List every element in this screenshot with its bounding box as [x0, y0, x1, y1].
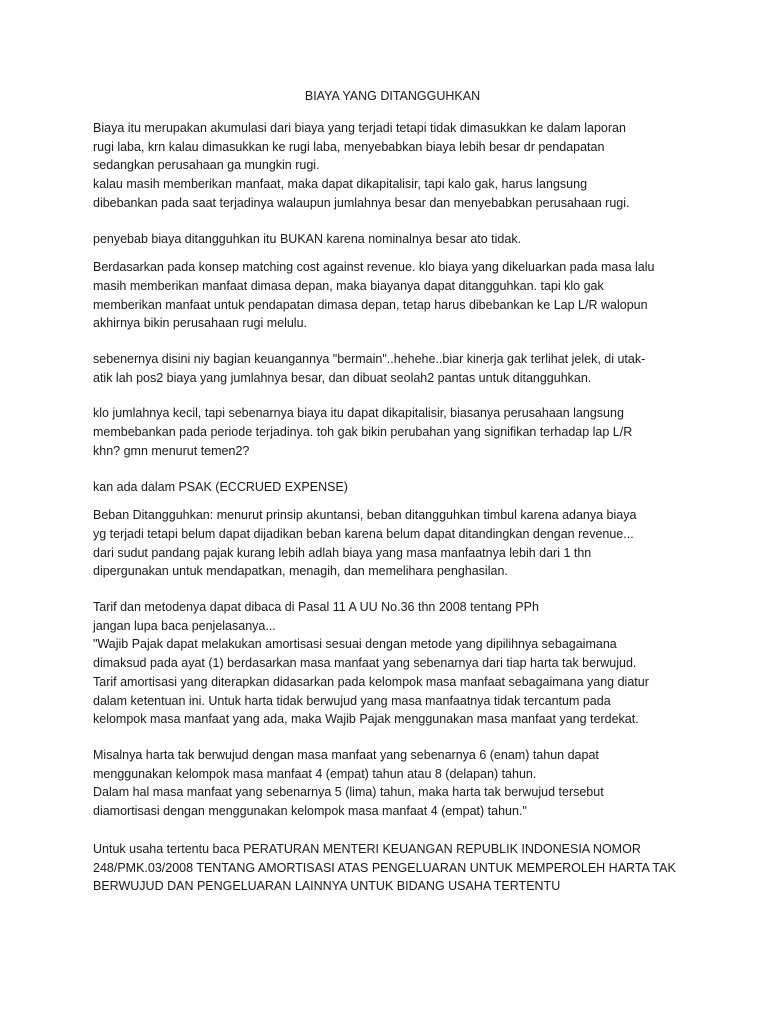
text-line: penyebab biaya ditangguhkan itu BUKAN karena nominalnya besar ato tidak.: [93, 231, 522, 246]
paragraph-psak: [93, 478, 672, 497]
text-line: yg terjadi tetapi belum dapat dijadikan beban karena belum dapat ditandingkan dengan revenue...: [93, 526, 634, 541]
text-line: klo jumlahnya kecil, tapi sebenarnya biaya itu dapat dikapitalisir, biasanya perusahaan langsung: [93, 406, 624, 421]
text-line: sebenernya disini niy bagian keuangannya "bermain"..hehehe..biar kinerja gak terlihat jelek, di utak-: [93, 352, 646, 367]
text-line: rugi laba, krn kalau dimasukkan ke rugi laba, menyebabkan biaya lebih besar dr pendapatan: [93, 139, 605, 154]
text-line: dibebankan pada saat terjadinya walaupun jumlahnya besar dan menyebabkan perusahaan rugi.: [93, 195, 630, 210]
text-line: Tarif dan metodenya dapat dibaca di Pasal 11 A UU No.36 thn 2008 tentang PPh: [93, 600, 539, 615]
text-line: Biaya itu merupakan akumulasi dari biaya yang terjadi tetapi tidak dimasukkan ke dalam laporan: [93, 121, 626, 135]
text-line: jangan lupa baca penjelasanya...: [93, 618, 276, 633]
paragraph-finance-play: [93, 350, 672, 387]
text-line: BERWUJUD DAN PENGELUARAN LAINNYA UNTUK BIDANG USAHA TERTENTU: [93, 879, 561, 894]
text-line: dipergunakan untuk mendapatkan, menagih, dan memelihara penghasilan.: [93, 564, 508, 579]
paragraph-regulation: [93, 840, 676, 896]
text-line: Misalnya harta tak berwujud dengan masa manfaat yang sebenarnya 6 (enam) tahun dapat: [93, 747, 599, 762]
text-line: khn? gmn menurut temen2?: [93, 443, 250, 458]
paragraph-beban-ditangguhkan: [93, 506, 672, 581]
text-line: kelompok masa manfaat yang ada, maka Wajib Pajak menggunakan masa manfaat yang terdekat.: [93, 712, 639, 727]
text-line: Untuk usaha tertentu baca PERATURAN MENTERI KEUANGAN REPUBLIK INDONESIA NOMOR: [93, 841, 641, 856]
text-line: Tarif amortisasi yang diterapkan didasarkan pada kelompok masa manfaat sebagaimana yang diatur: [93, 674, 649, 689]
text-line: kan ada dalam PSAK (ECCRUED EXPENSE): [93, 479, 348, 494]
document-title: BIAYA YANG DITANGGUHKAN: [304, 89, 481, 103]
text-line: Dalam hal masa manfaat yang sebenarnya 5 (lima) tahun, maka harta tak berwujud tersebut: [93, 785, 604, 800]
text-line: menggunakan kelompok masa manfaat 4 (empat) tahun atau 8 (delapan) tahun.: [93, 766, 537, 781]
paragraph-matching-cost: [93, 258, 672, 333]
paragraph-definition: [93, 119, 672, 213]
text-line: membebankan pada periode terjadinya. toh gak bikin perubahan yang signifikan terhadap lap L/R: [93, 425, 633, 440]
text-line: dari sudut pandang pajak kurang lebih adlah biaya yang masa manfaatnya lebih dari 1 thn: [93, 545, 592, 560]
text-line: memberikan manfaat untuk pendapatan dimasa depan, tetap harus dibebankan ke Lap L/R walopun: [93, 297, 648, 312]
paragraph-tarif: [93, 598, 672, 729]
text-line: masih memberikan manfaat dimasa depan, maka biayanya dapat ditangguhkan. tapi klo gak: [93, 278, 604, 293]
text-line: "Wajib Pajak dapat melakukan amortisasi sesuai dengan metode yang dipilihnya sebagaimana: [93, 637, 617, 652]
text-line: diamortisasi dengan menggunakan kelompok masa manfaat 4 (empat) tahun.": [93, 804, 527, 819]
text-line: dalam ketentuan ini. Untuk harta tidak berwujud yang masa manfaatnya tidak tercantum pada: [93, 693, 611, 708]
text-line: Berdasarkan pada konsep matching cost against revenue. klo biaya yang dikeluarkan pada masa lalu: [93, 260, 655, 275]
paragraph-example: [93, 746, 672, 821]
paragraph-cause: [93, 230, 672, 249]
text-line: akhirnya bikin perusahaan rugi melulu.: [93, 316, 308, 331]
paragraph-small-amount: [93, 404, 672, 460]
text-line: atik lah pos2 biaya yang jumlahnya besar, dan dibuat seolah2 pantas untuk ditangguhkan.: [93, 370, 592, 385]
text-line: sedangkan perusahaan ga mungkin rugi.: [93, 158, 320, 173]
text-line: dimaksud pada ayat (1) berdasarkan masa manfaat yang sebenarnya dari tiap harta tak berwujud.: [93, 656, 637, 671]
text-line: kalau masih memberikan manfaat, maka dapat dikapitalisir, tapi kalo gak, harus langsung: [93, 177, 588, 192]
text-line: 248/PMK.03/2008 TENTANG AMORTISASI ATAS PENGELUARAN UNTUK MEMPEROLEH HARTA TAK: [93, 860, 676, 875]
text-line: Beban Ditangguhkan: menurut prinsip akuntansi, beban ditangguhkan timbul karena adanya biaya: [93, 508, 637, 523]
